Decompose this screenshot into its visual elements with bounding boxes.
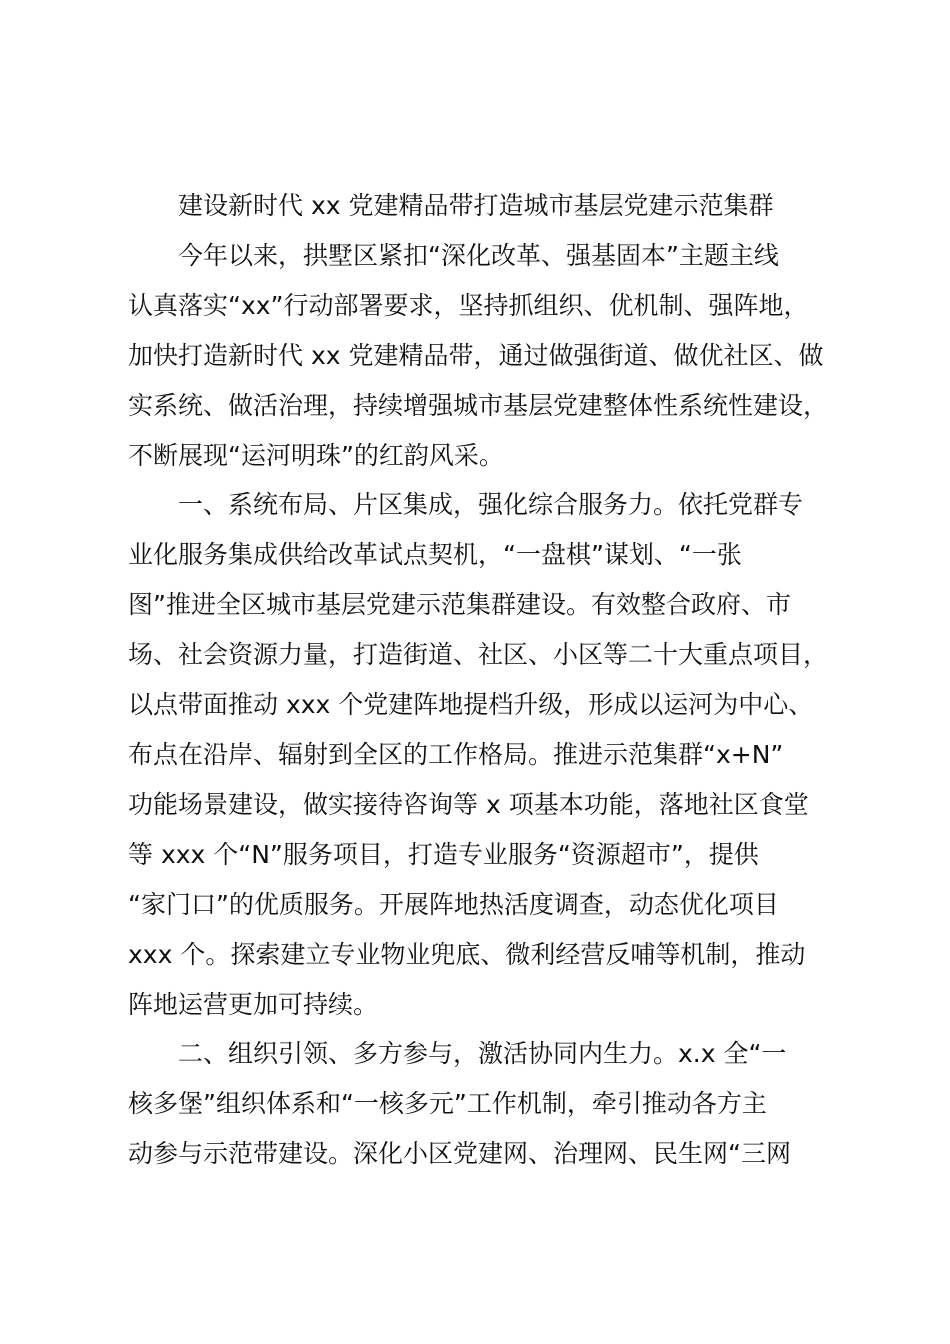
paragraph-2-line-3: 图”推进全区城市基层党建示范集群建设。有效整合政府、市	[128, 590, 791, 619]
paragraph-2-line-5: 以点带面推动 xxx 个党建阵地提档升级，形成以运河为中心、	[128, 690, 814, 719]
document-title: 建设新时代 xx 党建精品带打造城市基层党建示范集群	[178, 191, 774, 220]
paragraph-2-line-2: 业化服务集成供给改革试点契机，“一盘棋”谋划、“一张	[128, 540, 742, 569]
paragraph-1-line-3: 加快打造新时代 xx 党建精品带，通过做强街道、做优社区、做	[128, 341, 824, 370]
paragraph-3-line-2: 核多堡”组织体系和“一核多元”工作机制，牵引推动各方主	[128, 1089, 767, 1118]
paragraph-1-line-2: 认真落实“xx”行动部署要求，坚持抓组织、优机制、强阵地，	[128, 291, 809, 320]
paragraph-1-line-4: 实系统、做活治理，持续增强城市基层党建整体性系统性建设，	[128, 391, 829, 420]
paragraph-3-line-1: 二、组织引领、多方参与，激活协同内生力。x.x 全“一	[178, 1039, 787, 1068]
paragraph-2-line-4: 场、社会资源力量，打造街道、社区、小区等二十大重点项目，	[128, 640, 829, 669]
paragraph-3-line-3: 动参与示范带建设。深化小区党建网、治理网、民生网“三网	[128, 1139, 791, 1168]
paragraph-1-line-1: 今年以来，拱墅区紧扣“深化改革、强基固本”主题主线	[178, 241, 779, 270]
paragraph-2-line-9: “家门口”的优质服务。开展阵地热活度调查，动态优化项目	[128, 890, 779, 919]
paragraph-2-line-8: 等 xxx 个“N”服务项目，打造专业服务“资源超市”，提供	[128, 840, 759, 869]
paragraph-2-line-11: 阵地运营更加可持续。	[128, 990, 379, 1019]
paragraph-2-line-1: 一、系统布局、片区集成，强化综合服务力。依托党群专	[178, 490, 804, 519]
paragraph-2-line-6: 布点在沿岸、辐射到全区的工作格局。推进示范集群“x+N”	[128, 740, 784, 769]
paragraph-2-line-10: xxx 个。探索建立专业物业兜底、微利经营反哺等机制，推动	[128, 940, 806, 969]
paragraph-2-line-7: 功能场景建设，做实接待咨询等 x 项基本功能，落地社区食堂	[128, 790, 809, 819]
paragraph-1-line-5: 不断展现“运河明珠”的红韵风采。	[128, 441, 504, 470]
